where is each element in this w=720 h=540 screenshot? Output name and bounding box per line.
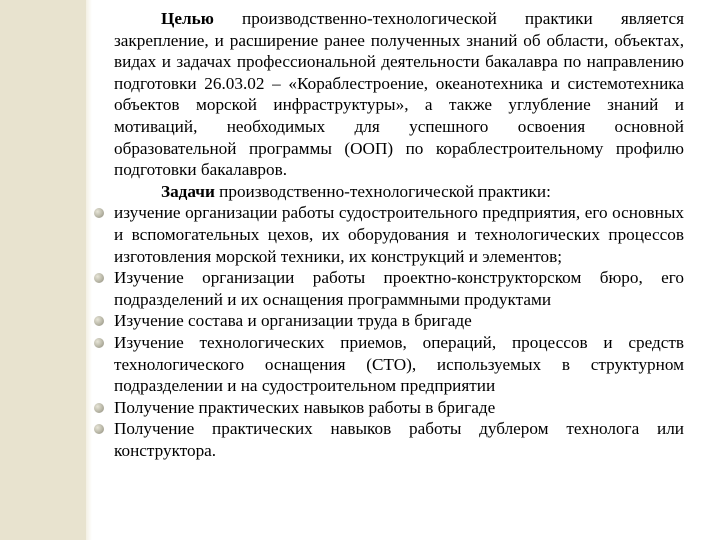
bullet-icon bbox=[94, 338, 104, 348]
slide-content bbox=[114, 8, 684, 461]
goal-paragraph bbox=[114, 8, 684, 181]
bullet-icon bbox=[94, 316, 104, 326]
bullet-icon bbox=[94, 424, 104, 434]
task-text: Получение практических навыков работы в бригаде bbox=[114, 397, 496, 417]
task-item bbox=[114, 418, 684, 461]
task-item bbox=[114, 310, 684, 332]
tasks-lead-word: Задачи bbox=[161, 181, 215, 201]
task-item bbox=[114, 397, 684, 419]
task-text: Изучение состава и организации труда в бригаде bbox=[114, 311, 472, 331]
task-text: Изучение технологических приемов, операций, процессов и средств технологического оснащения (СТО), используемых в структурном подразделении и на судостроительном предприятии bbox=[114, 332, 684, 396]
task-item bbox=[114, 332, 684, 397]
bullet-icon bbox=[94, 273, 104, 283]
tasks-heading bbox=[114, 181, 684, 203]
decorative-divider bbox=[86, 0, 92, 540]
bullet-icon bbox=[94, 403, 104, 413]
task-item bbox=[114, 267, 684, 310]
goal-text: производственно-технологической практики является закрепление, и расширение ранее полученных знаний об области, объектах, видах и задачах профессиональной деятельности бакалавра по направлению подготовки 26.03.02 – «Кораблестроение, океанотехника и системотехника объектов морской инфраструктуры», а также углубление знаний и мотиваций, необходимых для успешного освоения основной образовательной программы (ООП) по кораблестроительному профилю подготовки бакалавров. bbox=[114, 9, 684, 180]
task-item bbox=[114, 202, 684, 267]
task-text: изучение организации работы судостроительного предприятия, его основных и вспомогательных цехов, их оборудования и технологических процессов изготовления морской техники, их конструкций и элементов; bbox=[114, 203, 684, 266]
decorative-left-band bbox=[0, 0, 86, 540]
tasks-list bbox=[114, 202, 684, 461]
task-text: Получение практических навыков работы дублером технолога или конструктора. bbox=[114, 419, 684, 460]
goal-lead-word: Целью bbox=[161, 9, 214, 28]
bullet-icon bbox=[94, 208, 104, 218]
tasks-heading-text: производственно-технологической практики: bbox=[214, 181, 551, 201]
task-text: Изучение организации работы проектно-конструкторском бюро, его подразделений и их оснащения программными продуктами bbox=[114, 268, 684, 309]
